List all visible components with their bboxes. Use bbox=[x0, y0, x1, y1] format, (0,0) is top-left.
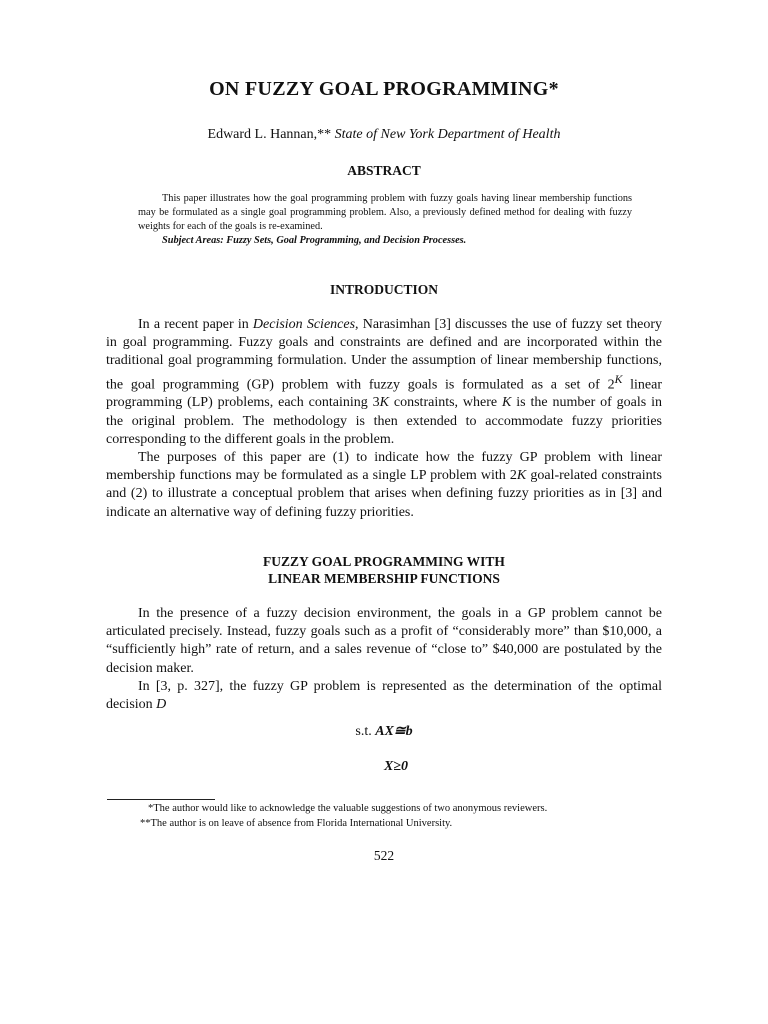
subject-areas: Subject Areas: Fuzzy Sets, Goal Programming, and Decision Processes. bbox=[162, 235, 467, 246]
author-name: Edward L. Hannan,** bbox=[207, 127, 332, 142]
nonneg-expression: X≥0 bbox=[383, 759, 409, 774]
abstract-heading: ABSTRACT bbox=[347, 163, 421, 178]
section2-paragraph-1: In the presence of a fuzzy decision environment, the goals in a GP problem cannot be articulated precisely. Instead, fuzzy goals such as a profit of “considerably more” than $10,000, a “sufficiently high” rate of return, and a sales revenue of “close to” $40,000 are postulated by the decision maker. bbox=[106, 606, 662, 676]
nonnegativity-equation bbox=[0, 759, 768, 775]
footnotes bbox=[140, 802, 680, 831]
section2-body bbox=[106, 605, 662, 714]
section2-heading bbox=[0, 553, 768, 587]
abstract-text: This paper illustrates how the goal programming problem with fuzzy goals having linear membership functions may be formulated as a single goal programming problem. Also, a previously defined method for dealing with fuzzy weights for each of the goals is re-examined. bbox=[138, 193, 632, 232]
introduction-heading: INTRODUCTION bbox=[329, 282, 438, 297]
footnote-2: **The author is on leave of absence from Florida International University. bbox=[140, 817, 453, 829]
intro-paragraph-1: In a recent paper in Decision Sciences, Narasimhan [3] discusses the use of fuzzy set theory in goal programming. Fuzzy goals and constraints are defined and are incorporated within the traditional goal programming formulation. Under the assumption of linear membership functions, the goal programming (GP) problem with fuzzy goals is formulated as a set of $2^K$ linear programming (LP) problems, each containing 3K constraints, where K is the number of goals in the original problem. The methodology is then extended to accommodate fuzzy priorities corresponding to the different goals in the problem. bbox=[106, 317, 663, 447]
section2-heading-line2: LINEAR MEMBERSHIP FUNCTIONS bbox=[268, 571, 500, 586]
paper-title: ON FUZZY GOAL PROGRAMMING* bbox=[209, 78, 559, 100]
intro-paragraph-2: The purposes of this paper are (1) to indicate how the fuzzy GP problem with linear membership functions may be formulated as a single LP problem with 2K goal-related constraints and (2) to illustrate a conceptual problem that arises when defining fuzzy priorities as in [3] and indicate an alternative way of defining fuzzy priorities. bbox=[106, 450, 662, 520]
author-line bbox=[0, 127, 768, 143]
footnote-1: *The author would like to acknowledge the valuable suggestions of two anonymous reviewers. bbox=[148, 803, 548, 814]
constraint-equation bbox=[0, 723, 768, 740]
introduction-body bbox=[106, 316, 662, 522]
author-affiliation: State of New York Department of Health bbox=[334, 127, 561, 142]
footnote-divider bbox=[107, 799, 215, 800]
abstract-body bbox=[138, 192, 632, 248]
page-number: 522 bbox=[373, 848, 395, 863]
st-label: s.t. bbox=[355, 724, 372, 739]
section2-heading-line1: FUZZY GOAL PROGRAMMING WITH bbox=[263, 554, 505, 569]
section2-paragraph-2: In [3, p. 327], the fuzzy GP problem is represented as the determination of the optimal decision D bbox=[106, 678, 662, 713]
constraint-expression: AX≅b bbox=[375, 724, 413, 739]
